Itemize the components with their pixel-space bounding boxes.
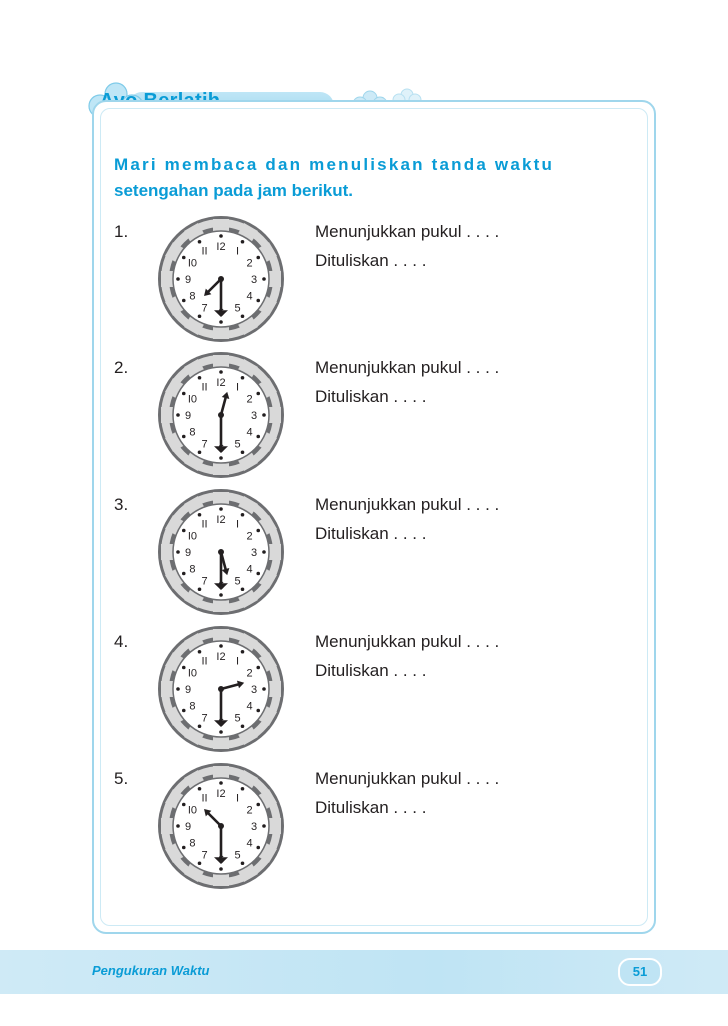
- clock-dot: [182, 709, 186, 713]
- instructions: [114, 152, 634, 204]
- clock-dot: [182, 529, 186, 533]
- clock-dot: [256, 666, 260, 670]
- clock-numeral: 2: [246, 667, 253, 680]
- clock-dot: [219, 507, 223, 511]
- clock-numeral: 8: [189, 837, 196, 850]
- clock-dot: [256, 435, 260, 439]
- clock-dot: [198, 376, 202, 380]
- clock-numeral: II: [201, 655, 208, 668]
- question-written: Dituliskan . . . .: [315, 251, 427, 270]
- clock-numeral: I0: [187, 393, 198, 406]
- page-number: 51: [618, 958, 662, 986]
- question-time: Menunjukkan pukul . . . .: [315, 495, 500, 514]
- clock-dot: [219, 456, 223, 460]
- clock-numeral: 2: [246, 257, 253, 270]
- clock-icon: [156, 350, 286, 480]
- clock-center: [218, 412, 224, 418]
- exercise-row: [0, 222, 728, 362]
- clock-numeral: I: [235, 245, 240, 258]
- clock-dot: [262, 824, 266, 828]
- clock-dot: [176, 687, 180, 691]
- clock-numeral: 5: [234, 849, 241, 862]
- question-written: Dituliskan . . . .: [315, 524, 427, 543]
- clock-dot: [198, 787, 202, 791]
- clock-numeral: 3: [250, 547, 258, 559]
- clock-numeral: 5: [234, 438, 241, 451]
- clock-numeral: I: [235, 655, 240, 668]
- clock-dot: [198, 314, 202, 318]
- clock-center: [218, 549, 224, 555]
- clock-numeral: 2: [246, 804, 253, 817]
- clock-numeral: 8: [189, 290, 196, 303]
- clock-numeral: 4: [246, 837, 253, 850]
- clock-dot: [241, 513, 245, 517]
- clock-dot: [241, 787, 245, 791]
- clock-dot: [256, 709, 260, 713]
- exercise-number: 1.: [114, 222, 129, 241]
- clock-icon: [156, 624, 286, 754]
- exercise-row: [0, 632, 728, 772]
- clock-numeral: I: [235, 792, 240, 805]
- exercise-row: [0, 358, 728, 498]
- exercise-row: [0, 769, 728, 909]
- clock-numeral: 7: [201, 712, 208, 725]
- clock-numeral: 9: [184, 274, 192, 286]
- clock-dot: [219, 867, 223, 871]
- clock-numeral: I2: [216, 651, 226, 663]
- clock-dot: [198, 587, 202, 591]
- clock-numeral: 7: [201, 575, 208, 588]
- clock-dot: [176, 550, 180, 554]
- clock-numeral: 9: [184, 821, 192, 833]
- clock-dot: [219, 320, 223, 324]
- clock-dot: [176, 413, 180, 417]
- clock-dot: [262, 413, 266, 417]
- clock-numeral: II: [201, 381, 208, 394]
- clock-dot: [241, 724, 245, 728]
- clock-dot: [262, 550, 266, 554]
- question-written: Dituliskan . . . .: [315, 798, 427, 817]
- clock-numeral: II: [201, 245, 208, 258]
- exercise-number: 3.: [114, 495, 129, 514]
- clock-dot: [241, 314, 245, 318]
- clock-dot: [219, 370, 223, 374]
- question-written: Dituliskan . . . .: [315, 661, 427, 680]
- clock-dot: [241, 650, 245, 654]
- clock-numeral: I0: [187, 667, 198, 680]
- clock-dot: [198, 861, 202, 865]
- exercise-row: [0, 495, 728, 635]
- clock-dot: [182, 572, 186, 576]
- clock-numeral: 7: [201, 302, 208, 315]
- clock-numeral: I2: [216, 788, 226, 800]
- clock-numeral: 8: [189, 426, 196, 439]
- clock-numeral: I2: [216, 241, 226, 253]
- clock-numeral: 4: [246, 426, 253, 439]
- clock-dot: [182, 299, 186, 303]
- clock-dot: [182, 666, 186, 670]
- clock-numeral: 3: [250, 821, 258, 833]
- clock-numeral: 5: [234, 302, 241, 315]
- clock-numeral: I0: [187, 257, 198, 270]
- clock-dot: [241, 376, 245, 380]
- clock-numeral: 7: [201, 849, 208, 862]
- clock-dot: [198, 240, 202, 244]
- clock-numeral: I: [235, 518, 240, 531]
- clock-numeral: I0: [187, 530, 198, 543]
- clock-icon: [156, 214, 286, 344]
- clock-numeral: 5: [234, 575, 241, 588]
- question-time: Menunjukkan pukul . . . .: [315, 222, 500, 241]
- clock-dot: [198, 650, 202, 654]
- clock-dot: [182, 256, 186, 260]
- clock-numeral: 8: [189, 563, 196, 576]
- clock-center: [218, 823, 224, 829]
- clock-numeral: I: [235, 381, 240, 394]
- clock-icon: [156, 487, 286, 617]
- exercise-number: 4.: [114, 632, 129, 651]
- clock-dot: [256, 846, 260, 850]
- clock-numeral: I2: [216, 514, 226, 526]
- clock-dot: [182, 392, 186, 396]
- instruction-line-1: Mari membaca dan menuliskan tanda waktu: [114, 155, 555, 174]
- clock-icon: [156, 761, 286, 891]
- clock-dot: [176, 277, 180, 281]
- clock-numeral: 3: [250, 410, 258, 422]
- clock-numeral: 8: [189, 700, 196, 713]
- clock-numeral: 4: [246, 700, 253, 713]
- clock-dot: [219, 593, 223, 597]
- clock-numeral: 9: [184, 684, 192, 696]
- clock-dot: [256, 392, 260, 396]
- clock-numeral: II: [201, 792, 208, 805]
- clock-numeral: 4: [246, 290, 253, 303]
- clock-dot: [241, 240, 245, 244]
- clock-numeral: 2: [246, 393, 253, 406]
- clock-dot: [256, 572, 260, 576]
- footer-chapter-title: Pengukuran Waktu: [92, 963, 210, 978]
- clock-dot: [262, 277, 266, 281]
- clock-numeral: 3: [250, 274, 258, 286]
- clock-dot: [241, 861, 245, 865]
- clock-dot: [219, 234, 223, 238]
- clock-dot: [198, 450, 202, 454]
- exercise-number: 5.: [114, 769, 129, 788]
- clock-numeral: 4: [246, 563, 253, 576]
- clock-numeral: 5: [234, 712, 241, 725]
- clock-dot: [182, 435, 186, 439]
- clock-dot: [219, 781, 223, 785]
- clock-dot: [176, 824, 180, 828]
- clock-numeral: II: [201, 518, 208, 531]
- clock-numeral: 7: [201, 438, 208, 451]
- clock-dot: [219, 730, 223, 734]
- question-time: Menunjukkan pukul . . . .: [315, 769, 500, 788]
- exercise-number: 2.: [114, 358, 129, 377]
- clock-numeral: 9: [184, 410, 192, 422]
- clock-dot: [198, 513, 202, 517]
- clock-dot: [256, 529, 260, 533]
- clock-numeral: 3: [250, 684, 258, 696]
- question-time: Menunjukkan pukul . . . .: [315, 358, 500, 377]
- clock-dot: [256, 256, 260, 260]
- clock-center: [218, 686, 224, 692]
- clock-numeral: 2: [246, 530, 253, 543]
- clock-dot: [262, 687, 266, 691]
- clock-numeral: 9: [184, 547, 192, 559]
- clock-dot: [182, 803, 186, 807]
- clock-dot: [241, 450, 245, 454]
- clock-numeral: I0: [187, 804, 198, 817]
- question-time: Menunjukkan pukul . . . .: [315, 632, 500, 651]
- clock-dot: [256, 299, 260, 303]
- clock-dot: [198, 724, 202, 728]
- clock-dot: [219, 644, 223, 648]
- clock-dot: [256, 803, 260, 807]
- clock-numeral: I2: [216, 377, 226, 389]
- clock-dot: [182, 846, 186, 850]
- question-written: Dituliskan . . . .: [315, 387, 427, 406]
- clock-dot: [241, 587, 245, 591]
- clock-center: [218, 276, 224, 282]
- instruction-line-2: setengahan pada jam berikut.: [114, 181, 354, 200]
